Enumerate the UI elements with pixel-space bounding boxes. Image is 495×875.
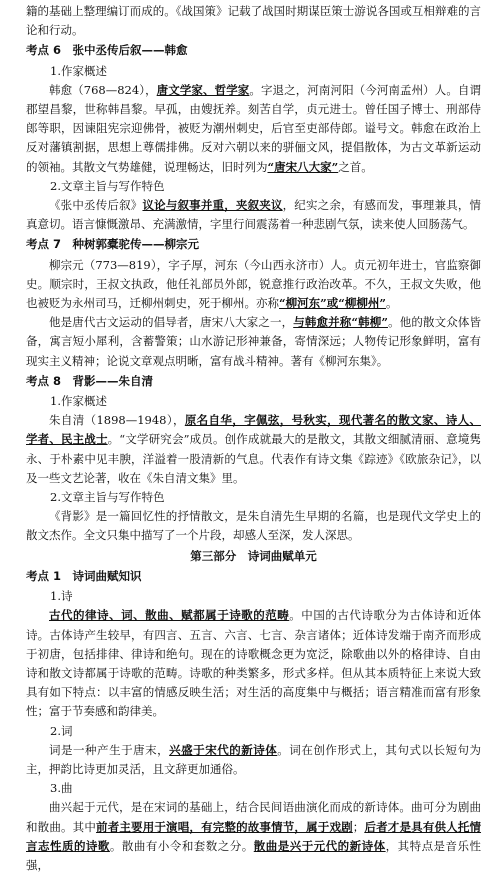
subheading-author: 1.作家概述 (50, 394, 107, 409)
highlight-text: 原名自华，字佩弦，号秋实，现代著名的散文家、诗人、学者、民主战士 (26, 413, 481, 447)
highlight-text: 古代的律诗、词、散曲、赋都属于诗歌的范畴 (49, 608, 290, 623)
paragraph-zhu-ziqing: 朱自清（1898—1948），原名自华，字佩弦，号秋实，现代著名的散文家、诗人、学者、民主战士。“文学研究会”成员。创作成就最大的是散文，其散文细腻清丽、意境隽永、于朴素中见丰腴，洋溢着一股清新的气息。代表作有诗文集《踪迹》《欧旅杂记》，以及一些文艺论著，收在《朱自清文集》里。 (26, 413, 481, 485)
highlight-text: 后者才是具有供人托情言志性质的诗歌 (26, 819, 482, 853)
paragraph-liu-works: 他是唐代古文运动的倡导者，唐宋八大家之一，与韩愈并称“韩柳”。他的散文众体皆备，寓言短小犀利，含蓄警策；山水游记形神兼备，寄情深远；人物传记形象鲜明，富有现实主义精神；论说文章观点明晰，富有战斗精神。著有《柳河东集》。 (26, 315, 481, 368)
section-heading-kd1: 考点 1 诗词曲赋知识 (26, 568, 142, 583)
subheading-ci: 2.词 (50, 723, 73, 738)
subheading-poem: 1.诗 (50, 589, 73, 604)
highlight-text: 前者主要用于演唱，有完整的故事情节，属于戏剧 (96, 819, 353, 834)
highlight-text: “柳河东”或“柳柳州” (279, 296, 386, 311)
paragraph-qu: 曲兴起于元代，是在宋词的基础上，结合民间语曲演化而成的新诗体。曲可分为剧曲和散曲。其中前者主要用于演唱，有完整的故事情节，属于戏剧；后者才是具有供人托情言志性质的诗歌。散曲有小令和套数之分。散曲是兴于元代的新诗体，其特点是音乐性强， (26, 800, 482, 872)
subheading-theme: 2.文章主旨与写作特色 (50, 178, 165, 193)
subheading-theme: 2.文章主旨与写作特色 (50, 490, 165, 505)
paragraph-liu-zongyuan: 柳宗元（773—819），字子厚，河东（今山西永济市）人。贞元初年进士，官监察御史。顺宗时，王叔文执政，他任礼部员外郎，锐意推行政治改革。不久，王叔文失败，他也被贬为永州司马，迁柳州刺史，死于柳州。亦称“柳河东”或“柳柳州”。 (26, 257, 481, 311)
highlight-text: 散曲是兴于元代的新诗体 (253, 838, 386, 853)
paragraph-poem: 古代的律诗、词、散曲、赋都属于诗歌的范畴。中国的古代诗歌分为古体诗和近体诗。古体诗产生较早，有四言、五言、六言、七言、杂言诸体；近体诗发端于南齐而形成于初唐，包括排律、律诗和绝句。现在的诗歌概念更为宽泛，除歌曲以外的格律诗、自由诗和散文诗都属于诗歌的范畴。诗歌的种类繁多，形式多样。但从其本质特征上来说大致具有如下特点：以丰富的情感反映生活；对生活的高度集中与概括；语言精准而富有形象性；富于节奏感和韵律美。 (26, 608, 482, 719)
section-heading-kd8: 考点 8 背影——朱自清 (26, 373, 154, 388)
paragraph-theme-kd6: 《张中丞传后叙》议论与叙事并重，夹叙夹议，纪实之余，有感而发，事理兼具，情真意切。语言慷慨激昂、充满激情，字里行间震荡着一种悲剧气氛，读来使人回肠荡气。 (26, 198, 482, 232)
highlight-text: 唐文学家、哲学家 (156, 82, 250, 97)
highlight-text: “唐宋八大家” (267, 159, 339, 174)
subheading-qu: 3.曲 (50, 781, 73, 796)
intro-paragraph: 籍的基础上整理编订而成的。《战国策》记载了战国时期谋臣策士游说各国或互相辩难的言论和行动。 (26, 4, 481, 38)
paragraph-han-yu: 韩愈（768—824），唐文学家、哲学家。字退之，河南河阳（今河南孟州）人。自谓郡望昌黎，世称韩昌黎。早孤，由嫂抚养。刻苦自学，贞元进士。曾任国子博士、刑部侍郎等职，因谏阻宪宗迎佛骨，被贬为潮州刺史，后官至吏部侍郎。谥号文。韩愈在政治上反对藩镇割据，思想上尊儒排佛。反对六朝以来的骈俪文风，提倡散体，为古文革新运动的领袖。其散文气势雄健，说理畅达，旧时列为“唐宋八大家”之首。 (26, 82, 482, 174)
highlight-text: 议论与叙事并重，夹叙夹议 (142, 198, 283, 213)
subheading-author: 1.作家概述 (50, 63, 107, 78)
paragraph-ci: 词是一种产生于唐末，兴盛于宋代的新诗体。词在创作形式上，其句式以长短句为主，押韵比诗更加灵活，且文辞更加通俗。 (26, 742, 482, 776)
highlight-text: 兴盛于宋代的新诗体 (169, 742, 278, 757)
part-title: 第三部分 诗词曲赋单元 (190, 548, 317, 563)
section-heading-kd7: 考点 7 种树郭橐驼传——柳宗元 (26, 237, 200, 252)
section-heading-kd6: 考点 6 张中丞传后叙——韩愈 (26, 43, 188, 58)
highlight-text: 与韩愈并称“韩柳” (293, 315, 388, 330)
paragraph-theme-kd8: 《背影》是一篇回忆性的抒情散文，是朱自清先生早期的名篇，也是现代文学史上的散文杰作。全文只集中描写了一个片段，却感人至深，发人深思。 (26, 509, 481, 543)
